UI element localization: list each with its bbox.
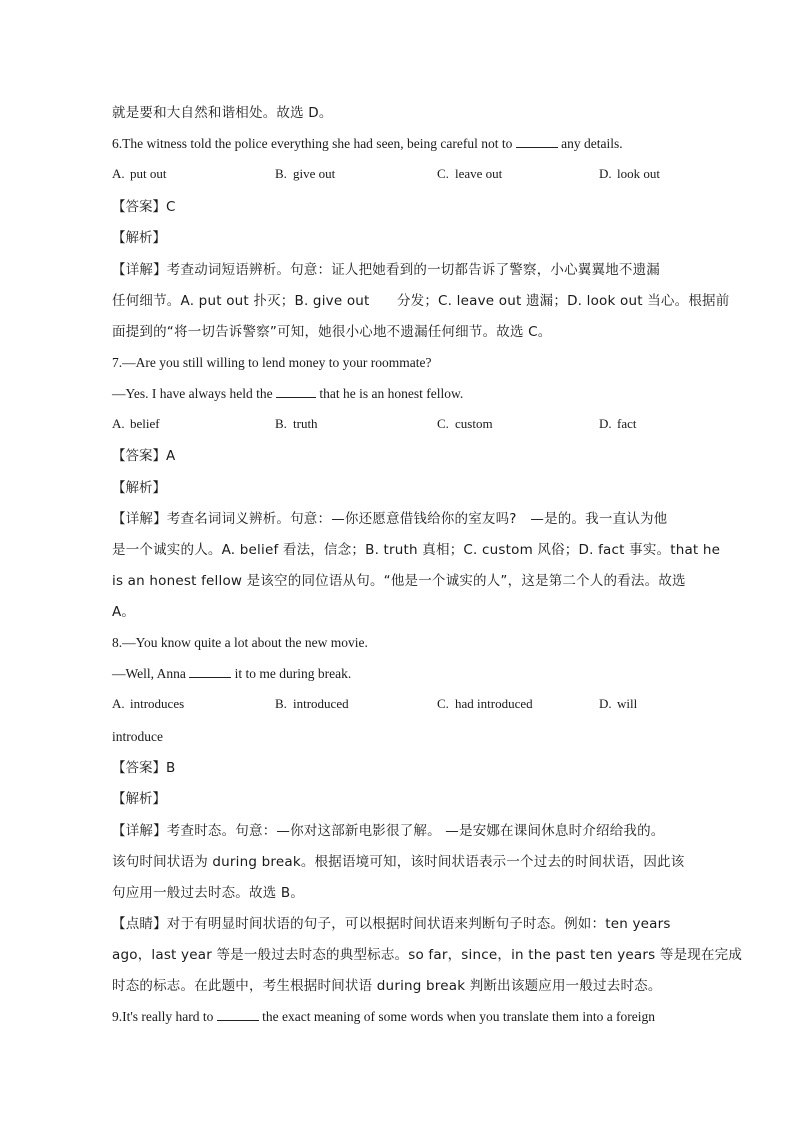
question-text: any details. bbox=[557, 136, 623, 151]
explanation-line: 【详解】考查时态。句意：—你对这部新电影很了解。 —是安娜在课间休息时介绍给我的。 bbox=[112, 823, 665, 839]
option-d bbox=[599, 696, 637, 712]
option-a bbox=[112, 166, 166, 182]
option-letter: B. bbox=[275, 166, 287, 181]
option-letter: A. bbox=[112, 416, 125, 431]
analysis-label: 【解析】 bbox=[112, 480, 166, 496]
analysis-label: 【解析】 bbox=[112, 230, 166, 246]
answer-blank bbox=[189, 665, 231, 678]
option-letter: B. bbox=[275, 416, 287, 431]
question-8: 8.—You know quite a lot about the new movie. bbox=[112, 635, 368, 650]
option-c bbox=[437, 166, 502, 182]
question-text: it to me during break. bbox=[231, 666, 352, 681]
option-a bbox=[112, 696, 184, 712]
explanation-line: 该句时间状语为 during break。根据语境可知，该时间状语表示一个过去的时间状语，因此该 bbox=[112, 854, 685, 870]
option-text: had introduced bbox=[455, 696, 533, 711]
tip-line: 【点睛】对于有明显时间状语的句子，可以根据时间状语来判断句子时态。例如：ten years bbox=[112, 916, 671, 932]
option-text: look out bbox=[617, 166, 660, 181]
text-line: 就是要和大自然和谐相处。故选 D。 bbox=[112, 105, 333, 121]
tip-line: ago，last year 等是一般过去时态的典型标志。so far，since，in the past ten years 等是现在完成 bbox=[112, 947, 743, 963]
analysis-label: 【解析】 bbox=[112, 791, 166, 807]
option-letter: C. bbox=[437, 166, 449, 181]
option-letter: D. bbox=[599, 696, 612, 711]
option-b bbox=[275, 696, 349, 712]
question-7-reply bbox=[112, 384, 463, 404]
option-a bbox=[112, 416, 160, 432]
option-letter: B. bbox=[275, 696, 287, 711]
explanation-line: A。 bbox=[112, 604, 136, 620]
option-d bbox=[599, 416, 636, 432]
option-b bbox=[275, 166, 335, 182]
question-text: the exact meaning of some words when you translate them into a foreign bbox=[258, 1009, 656, 1024]
question-text: that he is an honest fellow. bbox=[315, 386, 464, 401]
explanation-line: 【详解】考查名词词义辨析。句意：—你还愿意借钱给你的室友吗? —是的。我一直认为他 bbox=[112, 511, 668, 527]
question-9 bbox=[112, 1007, 655, 1027]
tip-line: 时态的标志。在此题中，考生根据时间状语 during break 判断出该题应用一般过去时态。 bbox=[112, 978, 662, 994]
option-text: fact bbox=[617, 416, 637, 431]
question-8-reply bbox=[112, 664, 351, 684]
explanation-line: 任何细节。A. put out 扑灭；B. give out 分发；C. leave out 遗漏；D. look out 当心。根据前 bbox=[112, 293, 730, 309]
explanation-line: 句应用一般过去时态。故选 B。 bbox=[112, 885, 305, 901]
option-d bbox=[599, 166, 660, 182]
option-letter: D. bbox=[599, 416, 612, 431]
option-text: introduced bbox=[293, 696, 349, 711]
answer-blank bbox=[516, 135, 558, 148]
question-text: 9.It's really hard to bbox=[112, 1009, 217, 1024]
answer-blank bbox=[276, 385, 316, 398]
option-continuation: introduce bbox=[112, 729, 163, 744]
explanation-line: 面提到的“将一切告诉警察”可知，她很小心地不遗漏任何细节。故选 C。 bbox=[112, 324, 552, 340]
option-letter: C. bbox=[437, 696, 449, 711]
option-text: introduces bbox=[130, 696, 185, 711]
question-7: 7.—Are you still willing to lend money to your roommate? bbox=[112, 355, 432, 370]
option-text: truth bbox=[293, 416, 318, 431]
option-c bbox=[437, 696, 533, 712]
option-b bbox=[275, 416, 318, 432]
answer-label: 【答案】C bbox=[112, 199, 176, 215]
question-text: 6.The witness told the police everything she had seen, being careful not to bbox=[112, 136, 516, 151]
option-text: put out bbox=[130, 166, 167, 181]
explanation-line: 【详解】考查动词短语辨析。句意：证人把她看到的一切都告诉了警察，小心翼翼地不遗漏 bbox=[112, 262, 660, 278]
option-c bbox=[437, 416, 493, 432]
option-letter: C. bbox=[437, 416, 449, 431]
option-text: belief bbox=[130, 416, 160, 431]
option-text: will bbox=[617, 696, 638, 711]
explanation-line: is an honest fellow 是该空的同位语从句。“他是一个诚实的人”，这是第二个人的看法。故选 bbox=[112, 573, 686, 589]
question-text: —Well, Anna bbox=[112, 666, 190, 681]
option-text: give out bbox=[293, 166, 336, 181]
answer-label: 【答案】A bbox=[112, 448, 176, 464]
option-text: custom bbox=[455, 416, 493, 431]
question-6 bbox=[112, 134, 623, 154]
answer-label: 【答案】B bbox=[112, 760, 176, 776]
explanation-line: 是一个诚实的人。A. belief 看法，信念；B. truth 真相；C. custom 风俗；D. fact 事实。that he bbox=[112, 542, 721, 558]
option-text: leave out bbox=[455, 166, 503, 181]
option-letter: A. bbox=[112, 166, 125, 181]
option-letter: A. bbox=[112, 696, 125, 711]
option-letter: D. bbox=[599, 166, 612, 181]
question-text: —Yes. I have always held the bbox=[112, 386, 276, 401]
answer-blank bbox=[217, 1008, 259, 1021]
